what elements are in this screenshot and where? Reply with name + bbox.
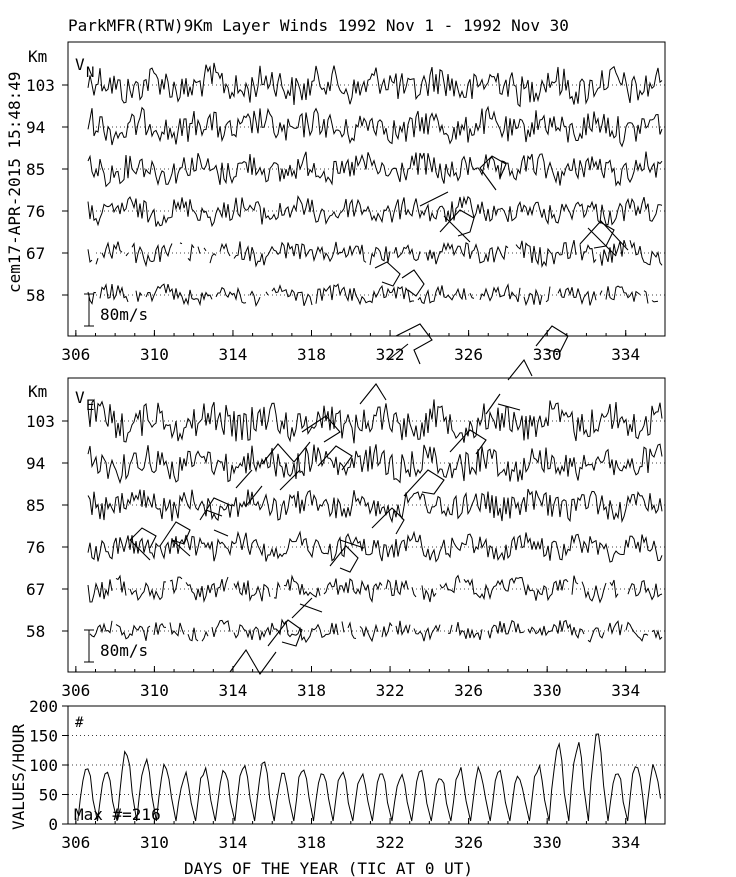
count-y-tick-label: 150	[29, 726, 58, 746]
wind-trace-67km	[88, 240, 662, 266]
height-tick-label: 58	[26, 622, 46, 641]
wind-trace-94km	[88, 107, 662, 146]
panel-east	[26, 378, 665, 700]
x-tick-label: 306	[61, 681, 91, 700]
x-tick-label: 314	[218, 345, 248, 364]
height-tick-label: 85	[26, 160, 46, 179]
height-tick-label: 94	[26, 454, 46, 473]
north-component-label: V	[75, 55, 85, 74]
height-tick-label: 58	[26, 286, 46, 305]
east-traces	[88, 399, 665, 642]
wind-trace-76km	[88, 197, 662, 227]
height-tick-label: 67	[26, 580, 46, 599]
east-scale-bar	[84, 630, 94, 662]
count-y-tick-label: 100	[29, 756, 58, 775]
wind-trace-94km	[88, 444, 662, 482]
wind-trace-58km	[88, 284, 662, 306]
height-tick-label: 76	[26, 202, 46, 221]
count-series-line	[78, 734, 661, 821]
count-y-tick-label: 50	[38, 785, 58, 805]
x-tick-label: 306	[61, 345, 91, 364]
count-max-label: Max #=216	[74, 805, 161, 824]
panel-count	[9, 697, 665, 877]
count-corner-label: #	[75, 715, 84, 731]
x-tick-label: 334	[611, 681, 641, 700]
wind-trace-67km	[88, 576, 662, 603]
wind-trace-103km	[88, 63, 662, 106]
x-tick-label: 334	[611, 833, 641, 852]
x-tick-label: 326	[454, 833, 484, 852]
x-tick-label: 314	[218, 833, 248, 852]
x-tick-label: 310	[139, 681, 169, 700]
x-tick-label: 318	[297, 833, 326, 852]
x-tick-label: 314	[218, 681, 248, 700]
x-tick-label: 318	[297, 681, 326, 700]
count-y-tick-label: 0	[48, 815, 58, 834]
east-unit-label: Km	[28, 382, 48, 401]
x-tick-label: 322	[375, 345, 405, 364]
wind-trace-103km	[88, 399, 662, 443]
north-traces	[88, 63, 665, 306]
wind-trace-76km	[88, 532, 662, 562]
count-y-tick-label: 200	[29, 697, 58, 716]
wind-trace-85km	[88, 152, 662, 187]
north-component-sub: N	[86, 65, 95, 81]
x-tick-label: 322	[375, 681, 405, 700]
height-tick-label: 103	[26, 76, 55, 95]
east-scale-label: 80m/s	[100, 641, 149, 660]
x-tick-label: 326	[454, 345, 484, 364]
height-tick-label: 76	[26, 538, 46, 557]
x-axis-label: DAYS OF THE YEAR (TIC AT 0 UT)	[184, 859, 473, 877]
x-tick-label: 310	[139, 345, 169, 364]
east-x-axis	[61, 666, 665, 700]
height-tick-label: 85	[26, 496, 46, 515]
x-tick-label: 306	[61, 833, 91, 852]
side-timestamp: cem17-APR-2015 15:48:49	[5, 71, 24, 293]
wind-trace-85km	[88, 489, 662, 522]
height-tick-label: 94	[26, 118, 46, 137]
x-tick-label: 318	[297, 345, 326, 364]
x-tick-label: 326	[454, 681, 484, 700]
x-tick-label: 310	[139, 833, 169, 852]
north-scale-label: 80m/s	[100, 305, 149, 324]
east-component-sub: E	[86, 398, 95, 414]
east-component-label: V	[75, 388, 85, 407]
x-tick-label: 330	[532, 833, 562, 852]
chart-title: ParkMFR(RTW)9Km Layer Winds 1992 Nov 1 - 1992 Nov 30	[68, 16, 569, 35]
x-tick-label: 322	[375, 833, 405, 852]
north-unit-label: Km	[28, 47, 48, 66]
north-x-axis	[61, 330, 665, 364]
north-height-axis	[26, 76, 68, 305]
height-tick-label: 67	[26, 244, 46, 263]
height-tick-label: 103	[26, 412, 55, 431]
panel-north	[26, 42, 665, 364]
x-tick-label: 334	[611, 345, 641, 364]
x-tick-label: 330	[532, 345, 562, 364]
east-height-axis	[26, 412, 68, 641]
x-tick-label: 330	[532, 681, 562, 700]
count-y-axis-label: VALUES/HOUR	[9, 724, 28, 830]
